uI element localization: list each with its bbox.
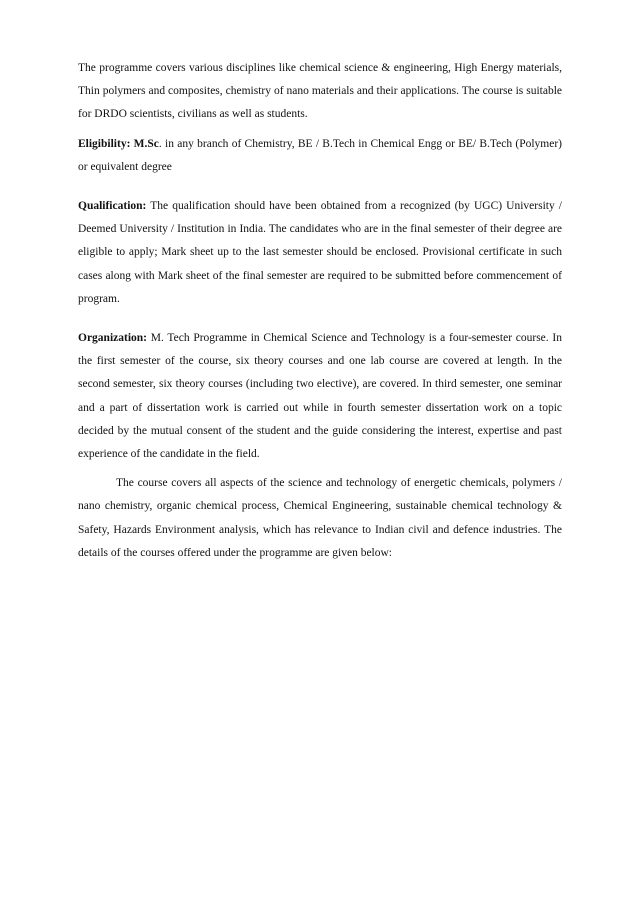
eligibility-text: . in any branch of Chemistry, BE / B.Tech in Chemical Engg or BE/ B.Tech (Polymer) or equivalent degree: [78, 137, 562, 173]
document-page: [78, 57, 562, 565]
organization-text: M. Tech Programme in Chemical Science and Technology is a four-semester course. In the first semester of the course, six theory courses and one lab course are covered at length. In the second semester, six theory courses (including two elective), are covered. In third semester, one seminar and a part of dissertation work is carried out while in fourth semester dissertation work on a topic decided by the mutual consent of the student and the guide considering the interest, expertise and past experience of the candidate in the field.: [78, 332, 562, 461]
qualification-text: The qualification should have been obtained from a recognized (by UGC) University / Deemed University / Institution in India. The candidates who are in the final semester of their degree are eligible to apply; Mark sheet up to the last semester should be enclosed. Provisional certificate in such cases along with Mark sheet of the final semester are required to be submitted before commencement of program.: [78, 200, 562, 305]
qualification-paragraph: [78, 195, 562, 311]
coverage-paragraph: The course covers all aspects of the science and technology of energetic chemicals, polymers / nano chemistry, organic chemical process, Chemical Engineering, sustainable chemical technology & Safety, Hazards Environment analysis, which has relevance to Indian civil and defence industries. The details of the courses offered under the programme are given below:: [78, 477, 562, 559]
intro-paragraph: The programme covers various disciplines like chemical science & engineering, High Energy materials, Thin polymers and composites, chemistry of nano materials and their applications. The course is suitable for DRDO scientists, civilians as well as students.: [78, 62, 562, 121]
organization-label: Organization:: [78, 332, 147, 345]
organization-paragraph: [78, 327, 562, 466]
qualification-label: Qualification:: [78, 200, 147, 213]
eligibility-label: Eligibility: M.Sc: [78, 137, 159, 150]
eligibility-paragraph: [78, 133, 562, 179]
